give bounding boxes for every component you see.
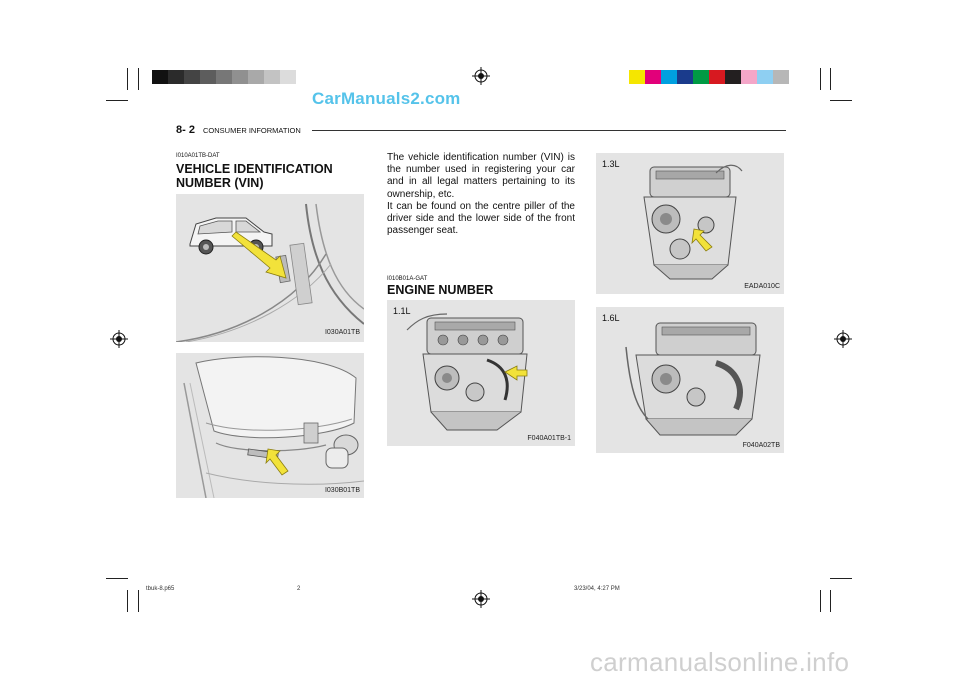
footer-file-name: tbuk-8.p65 <box>146 586 175 592</box>
engine-section-code: I010B01A-GAT <box>387 276 428 282</box>
vin-title-line1: VEHICLE IDENTIFICATION <box>176 162 333 176</box>
engine-figure-1-3l <box>596 153 784 294</box>
watermark-top[interactable]: CarManuals2.com <box>312 89 461 108</box>
color-swatch <box>200 70 216 84</box>
registration-target-right <box>834 330 852 348</box>
engine-number-title: ENGINE NUMBER <box>387 283 494 297</box>
color-swatch <box>168 70 184 84</box>
car-pillar-illustration <box>176 194 364 342</box>
figure-code: I030B01TB <box>324 487 360 494</box>
figure-code: I030A01TB <box>324 329 360 336</box>
section-title: CONSUMER INFORMATION <box>203 126 301 135</box>
color-swatch <box>645 70 661 84</box>
engine-figure-1-1l <box>387 300 575 446</box>
engine-size-label: 1.6L <box>602 313 620 323</box>
engine-figure-1-6l <box>596 307 784 453</box>
color-swatch <box>184 70 200 84</box>
footer-timestamp: 3/23/04, 4:27 PM <box>574 586 620 592</box>
color-swatch <box>741 70 757 84</box>
color-swatch <box>629 70 645 84</box>
color-swatch <box>248 70 264 84</box>
color-swatch <box>757 70 773 84</box>
color-swatch <box>661 70 677 84</box>
figure-code: F040A02TB <box>742 442 780 449</box>
page-number: 8- 2 <box>176 124 195 136</box>
registration-target-top <box>472 67 490 85</box>
vin-section-code: I010A01TB-DAT <box>176 153 220 159</box>
footer-page-number: 2 <box>297 586 301 592</box>
vin-paragraph-1: The vehicle identification number (VIN) is the number used in registering your car and in all legal matters pertaining to its ownership, etc. <box>387 152 575 200</box>
color-swatch <box>216 70 232 84</box>
vin-body-text <box>387 152 575 237</box>
color-swatch <box>264 70 280 84</box>
engine-illustration <box>387 300 575 446</box>
figure-code: EADA010C <box>744 283 780 290</box>
color-swatch <box>773 70 789 84</box>
vin-figure-seat <box>176 353 364 498</box>
engine-size-label: 1.3L <box>602 159 620 169</box>
vin-title-line2: NUMBER (VIN) <box>176 176 264 190</box>
vin-figure-pillar <box>176 194 364 342</box>
header-rule <box>312 130 786 131</box>
watermark-bottom[interactable]: carmanualsonline.info <box>590 647 850 677</box>
seat-illustration <box>176 353 364 498</box>
color-swatch <box>677 70 693 84</box>
registration-target-bottom <box>472 590 490 608</box>
color-swatch <box>152 70 168 84</box>
color-swatch <box>725 70 741 84</box>
color-swatch <box>693 70 709 84</box>
engine-size-label: 1.1L <box>393 306 411 316</box>
color-swatch <box>280 70 296 84</box>
registration-target-left <box>110 330 128 348</box>
vin-paragraph-2: It can be found on the centre piller of the driver side and the lower side of the front passenger seat. <box>387 200 575 237</box>
figure-code: F040A01TB-1 <box>527 435 571 442</box>
engine-illustration <box>596 153 784 294</box>
color-swatch <box>709 70 725 84</box>
engine-illustration <box>596 307 784 453</box>
color-swatch <box>232 70 248 84</box>
